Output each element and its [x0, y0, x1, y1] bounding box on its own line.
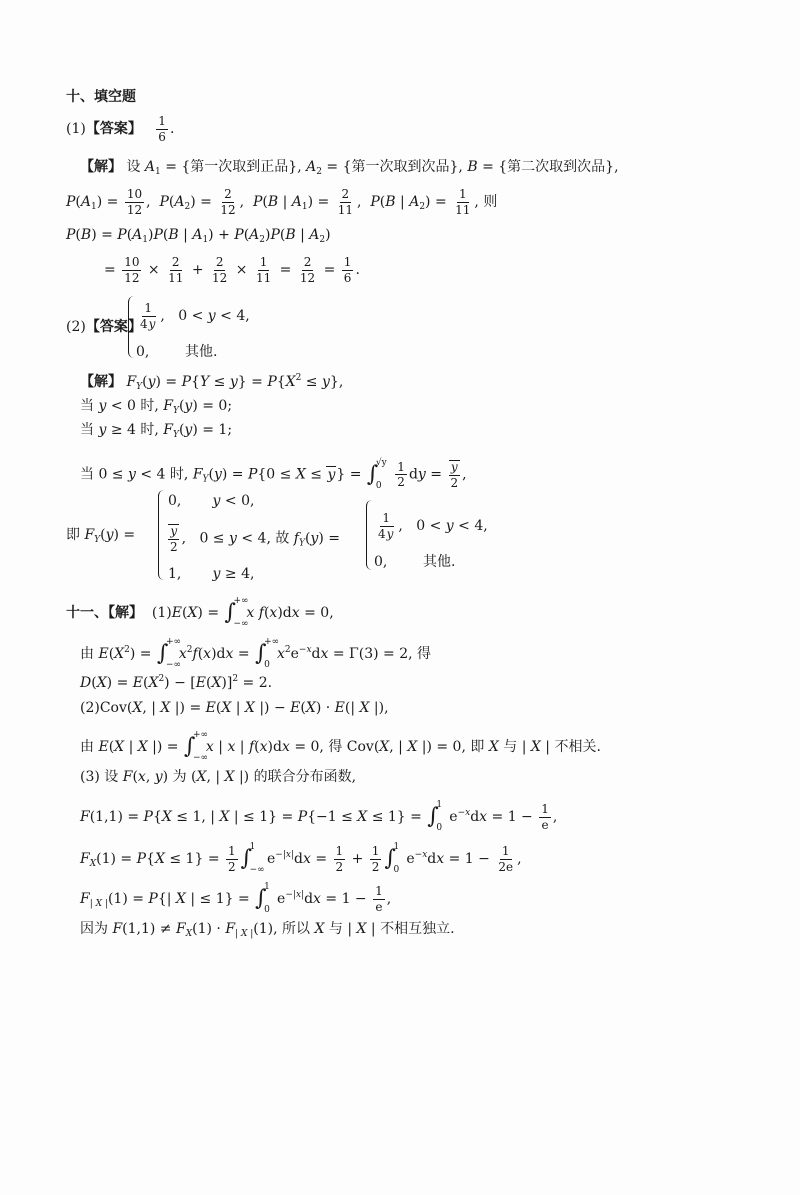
q2-answer-case2: 0, 其他.	[136, 344, 218, 360]
q1-answer-line: (1)【答案】 $\frac{1}{6}$ .	[66, 114, 175, 144]
q1-solution-line2: $P(A_1)$ = $\frac{10}{12}$ , $P(A_2)$ = $\frac{2}{12}$ , P(B | $A_1$) = $\frac{2}{11}$ , P(B | $A_2$) = $\frac{1}{11}$ , 则	[66, 187, 498, 217]
q1-answer-label: 【答案】	[85, 121, 142, 138]
q2-piece5: 0, 其他.	[374, 554, 456, 570]
q1-solution-line1: 【解】 设 $A_1$ = {第一次取到正品}, $A_2$ = {第一次取到次品}, B = {第二次取到次品},	[80, 159, 619, 177]
section-11-line2: 由 $E(X^2)$ = ∫ +∞ −∞ $x^2f(x)dx$ = ∫ +∞ 0 $x^2e^{-x}dx = \Gamma(3) = 2$, 得	[80, 637, 432, 670]
q2-piecewise-prefix: 即 $F_Y(y)$ =	[66, 527, 136, 545]
section-11-solution-label: 【解】	[108, 605, 143, 621]
q2-solution-line2: 当 y < 0 时, $F_Y(y) = 0$;	[80, 398, 233, 416]
q1-answer-fraction: $\frac{1}{6}$	[158, 114, 166, 144]
section-11-line1: 十一、【解】 (1)E(X) = ∫ +∞ −∞ x f(x)dx = 0,	[66, 596, 334, 629]
q1-number: (1)	[66, 121, 86, 138]
q2-piece3: 1, y ≥ 4,	[168, 566, 255, 582]
section-11-line8: $F_X(1) = P\{X \le 1\}$ = $\frac{1}{2}$ ∫ 1 −∞ $e^{-|x|}dx$ = $\frac{1}{2}$ + $\frac{1}{2}$ ∫ 1 0 $e^{-x}dx = 1$ − $\frac{1}{2e}$ ,	[80, 842, 522, 876]
section-11-line3: $D(X) = E(X^2) - [E(X)]^2 = 2$.	[80, 674, 273, 691]
q2-answer-label: 【答案】	[85, 319, 142, 335]
q1-solution-line4: = $\frac{10}{12}$ × $\frac{2}{11}$ + $\frac{2}{12}$ × $\frac{1}{11}$ = $\frac{2}{12}$ = $\frac{1}{6}$ .	[104, 255, 360, 285]
section-11-line9: $F_{| X |}(1) = P\{|$ X | ≤ 1} = ∫ 1 0 $e^{-|x|}dx = 1$ − $\frac{1}{e}$ ,	[80, 882, 392, 916]
q1-solution-line3: $P(B) = P(A_1)P(B$ | $A_1) + P(A_2)P(B$ | $A_2$)	[66, 227, 331, 245]
q2-solution-line4: 当 0 ≤ y < 4 时, $F_Y(y) = P\{0 \le X \le y\}$ = ∫ √y 0 $\frac{1}{2}$ dy = $\frac{y}{2}$ ,	[80, 457, 467, 491]
q2-piece1: 0, y < 0,	[168, 493, 255, 509]
q2-piece4: $\frac{1}{4y}$ , 0 < y < 4,	[378, 511, 488, 541]
section-11-line7: F(1,1) = P{X ≤ 1, | X | ≤ 1} = P{−1 ≤ X ≤ 1} = ∫ 1 0 $e^{-x}dx = 1$ − $\frac{1}{e}$ ,	[80, 800, 558, 834]
q2-piece2: $\frac{y}{2}$ , 0 ≤ y < 4, 故 $f_Y(y)$ =	[170, 524, 340, 554]
section-11-line4: (2)Cov(X, | X |) = E(X | X |) − E(X) · E(| X |),	[80, 700, 389, 716]
section-11-title: 十一、	[66, 605, 108, 621]
section-11-line10: 因为 $F(1,1) \ne F_X(1) \cdot F_{| X |}(1)$, 所以 X 与 | X | 不相互独立.	[80, 921, 455, 939]
q1-solution-label: 【解】	[80, 159, 122, 175]
section-11-line5: 由 E(X | X |) = ∫ +∞ −∞ x | x | f(x)dx = 0, 得 Cov(X, | X |) = 0, 即 X 与 | X | 不相关.	[80, 730, 601, 763]
section-10-title: 十、填空题	[66, 89, 136, 105]
q2-answer-case1: $\frac{1}{4y}$ , 0 < y < 4,	[140, 301, 250, 331]
q2-solution-line1: 【解】 $F_Y(y) = P\{Y \le y\} = P\{X^2 \le y\}$,	[80, 373, 344, 392]
q2-number: (2)	[66, 319, 86, 335]
section-11-line6: (3) 设 F(x, y) 为 (X, | X |) 的联合分布函数,	[80, 769, 357, 785]
q2-solution-line3: 当 y ≥ 4 时, $F_Y(y) = 1$;	[80, 422, 233, 440]
q2-solution-label: 【解】	[80, 374, 122, 390]
